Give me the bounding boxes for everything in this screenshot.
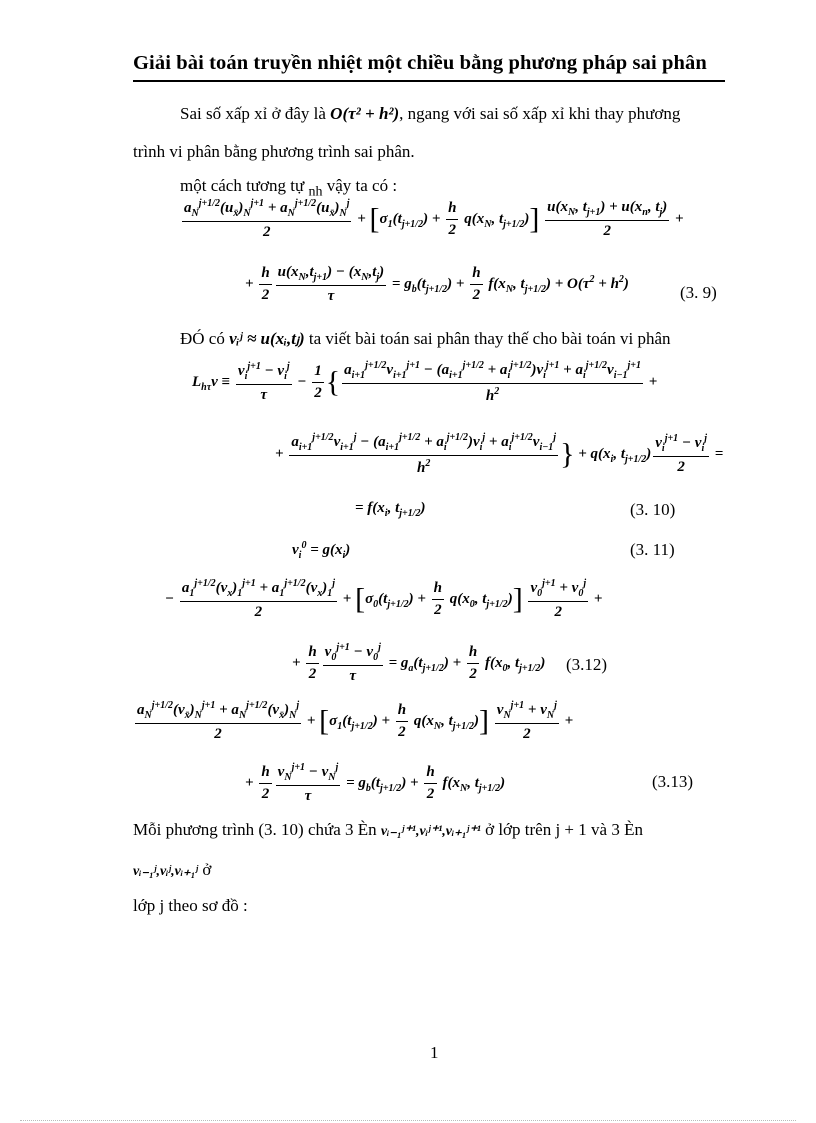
equation-3-13-line-1: $\frac{a_N^{j+1/2}(v_{x̄})_N^{j+1} + a_N^{j+1/2}(v_{x̄})_N^j}{2}$ + [$\sigma_1(t_{j+1/2})$ + $\frac{h}{2}$ $q(x_N$, $t_{j+1/2}$)] $\frac{v_N^{j+1} + v_N^j}{2}$ + — [137, 700, 574, 742]
paragraph-1-line-1 — [180, 104, 680, 124]
paragraph-4 — [133, 820, 643, 842]
equation-3-10-line-1: $L_{h\tau}v$ ≡ $\frac{v_i^{j+1} - v_i^j}{\tau}$ − $\frac{1}{2}$ { $a_{i+1}^{j+1/2}v_{i+1}^{j+1} - (a_{i+1}^{j+1/2} + a_i^{j+1/2})v_i^{j+1} + a_i^{j+1/2}v_{i-1}^{j+1}$ $h^2$ + — [192, 360, 658, 404]
page-bottom-divider — [20, 1120, 796, 1121]
error-order-formula: O(τ² + h²) — [330, 104, 400, 123]
header-divider — [133, 80, 725, 82]
equation-3-12-line-2: + $\frac{h}{2}$ $\frac{v_0^{j+1} - v_0^j}{\tau}$ = $g_a(t_{j+1/2})$ + $\frac{h}{2}$ $f(x_0$, $t_{j+1/2}$) — [292, 642, 546, 684]
equation-number-3-10: (3. 10) — [630, 500, 676, 519]
paragraph-4-text-a: Mỗi phương trình (3. 10) chứa 3 Èn — [133, 820, 377, 839]
paragraph-3 — [180, 329, 671, 349]
paragraph-2-text-b: vậy ta có : — [326, 176, 398, 195]
equation-3-9-line-2: + $\frac{h}{2}$ $\frac{u(x_N,t_{j+1}) - (x_N,t_j)}{\tau}$ = $g_b(t_{j+1/2})$ + $\frac{h}{2}$ $f(x_N$, $t_{j+1/2}) + O(\tau^2 + h^2)$ — [245, 264, 629, 304]
paragraph-2-subscript: nh — [308, 184, 323, 200]
paragraph-6: lớp j theo sơ đồ : — [133, 896, 248, 915]
paragraph-5 — [133, 860, 211, 882]
equation-number-3-9: (3. 9) — [680, 283, 717, 302]
equation-3-12-line-1: − $\frac{a_1^{j+1/2}(v_x)_1^{j+1} + a_1^{j+1/2}(v_x)_1^j}{2}$ + [$\sigma_0(t_{j+1/2})$ + $\frac{h}{2}$ $q(x_0$, $t_{j+1/2}$)] $\frac{v_0^{j+1} + v_0^j}{2}$ + — [165, 578, 603, 620]
paragraph-3-text-b: ta viết bài toán sai phân thay thế cho bài toán vi phân — [308, 329, 671, 348]
equation-number-3-11: (3. 11) — [630, 540, 675, 559]
paragraph-1-text-a: Sai số xấp xỉ ở đây là — [180, 104, 326, 123]
equation-3-11: $v_i^0 = g(x_i)$ — [292, 540, 351, 561]
unknowns-upper-layer: vᵢ₋₁ʲ⁺¹,vᵢʲ⁺¹,vᵢ₊₁ʲ⁺¹ — [380, 824, 481, 839]
unknowns-lower-layer: vᵢ₋₁ʲ,vᵢʲ,vᵢ₊₁ʲ — [133, 864, 199, 879]
paragraph-3-text-a: ĐÓ có — [180, 329, 225, 348]
equation-number-3-12: (3.12) — [566, 655, 608, 674]
paragraph-2-text-a: một cách tương tự — [180, 176, 305, 195]
page-number: 1 — [430, 1043, 439, 1062]
paragraph-1-line-2: trình vi phân bằng phương trình sai phân. — [133, 142, 415, 161]
paragraph-4-text-b: ở lớp trên j + 1 và 3 Èn — [485, 820, 643, 839]
equation-3-13-line-2: + $\frac{h}{2}$ $\frac{v_N^{j+1} - v_N^j}{\tau}$ = $g_b(t_{j+1/2})$ + $\frac{h}{2}$ $f(x_N$, $t_{j+1/2}$) — [245, 762, 506, 804]
page-header-title: Giải bài toán truyền nhiệt một chiều bằng phương pháp sai phân — [133, 52, 707, 74]
paragraph-1-text-b: , ngang với sai số xấp xỉ khi thay phương — [399, 104, 681, 123]
paragraph-5-text: ở — [202, 860, 212, 879]
equation-3-9-line-1: $\frac{a_N^{j+1/2}(u_{x̄})_N^{j+1} + a_N^{j+1/2}(u_{x̄})_N^j}{2}$ + [$\sigma_1(t_{j+1/2})$ + $\frac{h}{2}$ $q(x_N$, $t_{j+1/2}$)] $\frac{u(x_N, t_{j+1}) + u(x_n, t_j)}{2}$ + — [184, 198, 684, 240]
approximation-formula: vᵢʲ ≈ u(xᵢ,tⱼ) — [229, 329, 305, 348]
equation-number-3-13: (3.13) — [652, 772, 694, 791]
equation-3-10-line-2: + $\frac{a_{i+1}^{j+1/2}v_{i+1}^j - (a_{i+1}^{j+1/2} + a_i^{j+1/2})v_i^j + a_i^{j+1/2}v_{i-1}^j}{h^2}$ } + $q(x_i$, $t_{j+1/2}$) $\frac{v_i^{j+1} - v_i^j}{2}$ = — [275, 432, 724, 476]
equation-3-10-line-3: = $f(x_i$, $t_{j+1/2}$) — [355, 500, 426, 519]
